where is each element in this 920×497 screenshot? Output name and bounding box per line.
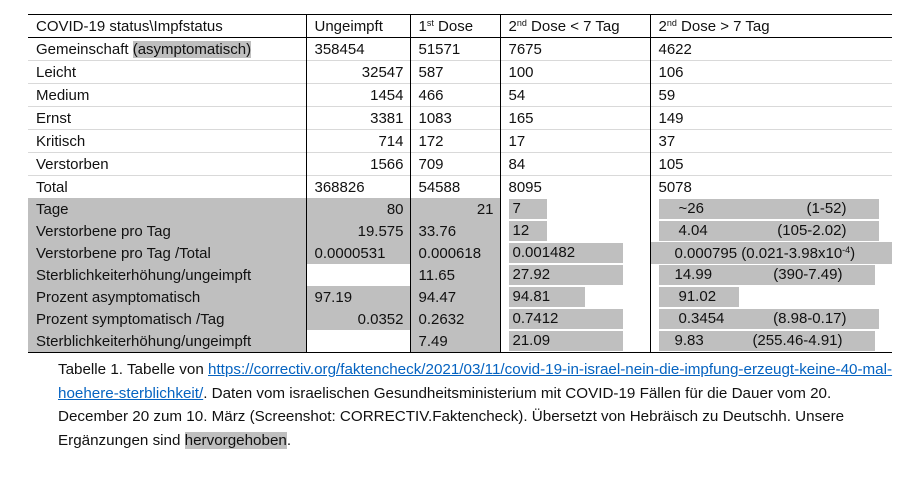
cell: 17 [500, 130, 650, 153]
cell: 0.000795 $(0.021-3.98x10^{-4})$ [650, 242, 892, 264]
header-dose2-gt7: 2nd Dose > 7 Tag [650, 15, 892, 38]
cell: ~26 (1-52) [650, 198, 892, 220]
cell: 21 [410, 198, 500, 220]
cell: 0.000618 [410, 242, 500, 264]
cell: 0.0000531 [306, 242, 410, 264]
cell: 1454 [306, 84, 410, 107]
row-label: Verstorben [28, 153, 306, 176]
cell: 1566 [306, 153, 410, 176]
cell: 27.92 [500, 264, 650, 286]
cell: 587 [410, 61, 500, 84]
cell: 0.0352 [306, 308, 410, 330]
header-dose2-lt7: 2nd Dose < 7 Tag [500, 15, 650, 38]
table-header-row [28, 15, 892, 38]
row-label: Kritisch [28, 130, 306, 153]
cell: 59 [650, 84, 892, 107]
row-label: Sterblichkeiterhöhung/ungeimpft [28, 330, 306, 353]
row-label: Sterblichkeiterhöhung/ungeimpft [28, 264, 306, 286]
cell: 94.81 [500, 286, 650, 308]
cell: 51571 [410, 38, 500, 61]
cell: 172 [410, 130, 500, 153]
table-caption [58, 358, 898, 452]
cell: 8095 [500, 176, 650, 199]
table-row [28, 198, 892, 220]
cell: 1083 [410, 107, 500, 130]
cell: 14.99 (390-7.49) [650, 264, 892, 286]
cell: 0.001482 [500, 242, 650, 264]
row-label: Ernst [28, 107, 306, 130]
table-row [28, 38, 892, 61]
cell: 358454 [306, 38, 410, 61]
row-label: Verstorbene pro Tag [28, 220, 306, 242]
row-label: Gemeinschaft (asymptomatisch) [36, 40, 252, 58]
cell: 11.65 [410, 264, 500, 286]
caption-end: . [286, 431, 292, 449]
cell: 54588 [410, 176, 500, 199]
cell: 37 [650, 130, 892, 153]
cell: 80 [306, 198, 410, 220]
cell: 12 [500, 220, 650, 242]
table-row [28, 242, 892, 264]
cell: 32547 [306, 61, 410, 84]
cell: 368826 [306, 176, 410, 199]
cell: 7675 [500, 38, 650, 61]
cell: 84 [500, 153, 650, 176]
cell: 21.09 [500, 330, 650, 353]
covid-status-table [28, 14, 892, 353]
table-row [28, 130, 892, 153]
cell: 3381 [306, 107, 410, 130]
cell: 7.49 [410, 330, 500, 353]
table-row [28, 153, 892, 176]
cell: 149 [650, 107, 892, 130]
row-label: Prozent asymptomatisch [28, 286, 306, 308]
row-label: Prozent symptomatisch /Tag [28, 308, 306, 330]
caption-text: . Daten vom israelischen Gesundheitsministerium mit COVID-19 Fällen für die Dauer vom 20. December 20 zum 10. März (Screenshot: CORRECTIV.Faktencheck). Übersetzt von Hebräisch zu Deutschh. Unsere Ergänzungen sind [58, 384, 845, 449]
source-link[interactable]: https://correctiv.org/faktencheck/2021/03/11/covid-19-in-israel-nein-die-impfung-erzeugt-keine-40-mal-hoehere-sterblichkeit/ [58, 361, 893, 402]
cell [306, 264, 410, 286]
cell: 0.2632 [410, 308, 500, 330]
cell: 7 [500, 198, 650, 220]
highlight-sample: hervorgehoben [184, 431, 287, 449]
cell: 91.02 [650, 286, 892, 308]
cell: 165 [500, 107, 650, 130]
caption-prefix: Tabelle 1. Tabelle von [58, 361, 209, 378]
table-row [28, 308, 892, 330]
cell: 97.19 [306, 286, 410, 308]
table-row [28, 264, 892, 286]
cell: 33.76 [410, 220, 500, 242]
cell: 4.04 (105-2.02) [650, 220, 892, 242]
cell: 709 [410, 153, 500, 176]
table-row [28, 330, 892, 353]
table-row [28, 61, 892, 84]
cell: 714 [306, 130, 410, 153]
cell: 5078 [650, 176, 892, 199]
cell: 0.3454 (8.98-0.17) [650, 308, 892, 330]
document [28, 14, 892, 353]
cell: 0.7412 [500, 308, 650, 330]
table-row [28, 220, 892, 242]
table-row [28, 84, 892, 107]
cell: 19.575 [306, 220, 410, 242]
cell: 466 [410, 84, 500, 107]
table-row [28, 286, 892, 308]
cell: 54 [500, 84, 650, 107]
row-label: Total [28, 176, 306, 199]
row-label: Medium [28, 84, 306, 107]
cell [306, 330, 410, 353]
table-row [28, 107, 892, 130]
row-label: Verstorbene pro Tag /Total [28, 242, 306, 264]
row-label: Leicht [28, 61, 306, 84]
cell: 106 [650, 61, 892, 84]
table-row [28, 176, 892, 199]
header-status: COVID-19 status\Impfstatus [28, 15, 306, 38]
header-dose1: 1st Dose [410, 15, 500, 38]
row-label: Tage [28, 198, 306, 220]
cell: 9.83 (255.46-4.91) [650, 330, 892, 353]
cell: 105 [650, 153, 892, 176]
cell: 100 [500, 61, 650, 84]
cell: 94.47 [410, 286, 500, 308]
cell: 4622 [650, 38, 892, 61]
header-ungeimpft: Ungeimpft [306, 15, 410, 38]
